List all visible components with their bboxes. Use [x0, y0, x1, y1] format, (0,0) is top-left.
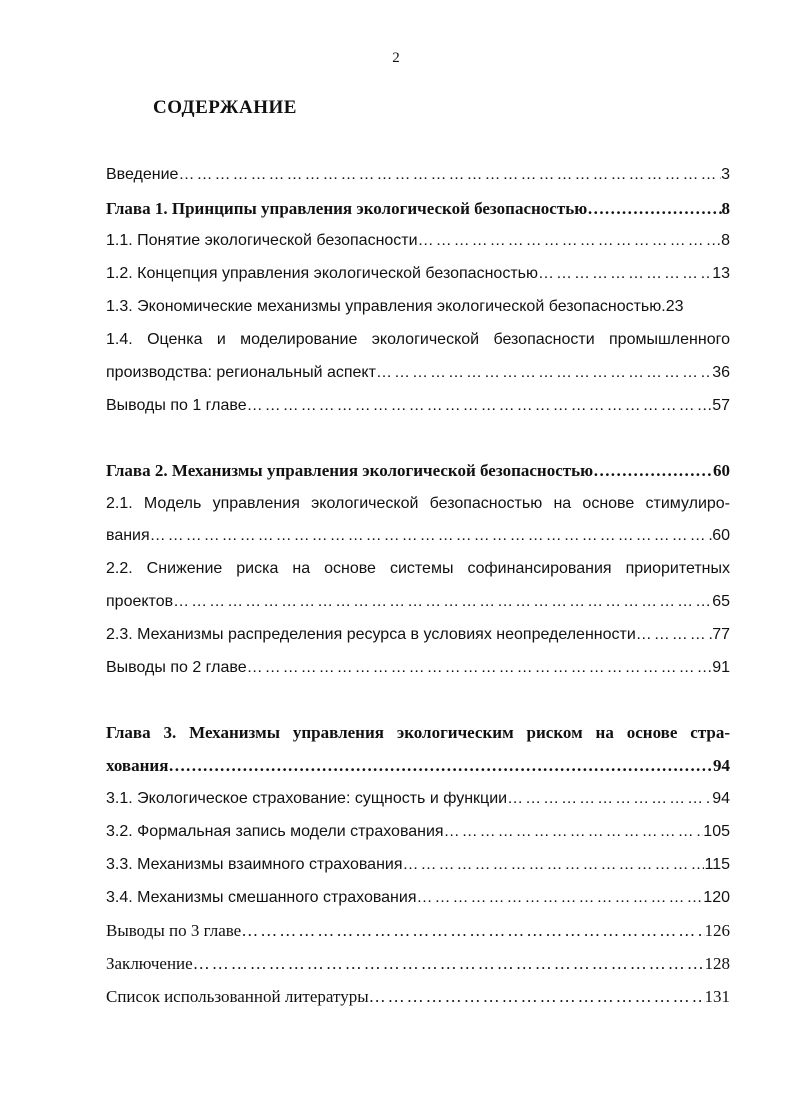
toc-entry-section-1-4-line-1[interactable]: 1.4. Оценка и моделирование экологической безопасности промышленного: [106, 331, 730, 348]
toc-entry-page: 77: [712, 626, 730, 643]
leader-dots: [173, 590, 712, 614]
toc-entry-page: 57: [712, 397, 730, 414]
toc-entry-conclusions-1[interactable]: [106, 394, 730, 418]
toc-entry-page: 60: [712, 527, 730, 544]
toc-entry-section-2-1-line-1[interactable]: 2.1. Модель управления экологической безопасностью на основе стимулиро-: [106, 495, 730, 512]
toc-entry-chapter-3-line-1[interactable]: Глава 3. Механизмы управления экологическим риском на основе стра-: [106, 723, 730, 742]
toc-entry-label: Выводы по 2 главе: [106, 659, 247, 676]
toc-entry-page: 36: [712, 364, 730, 381]
toc-entry-label: 1.2. Концепция управления экологической безопасностью: [106, 265, 538, 282]
leader-dots: [247, 394, 713, 418]
toc-entry-page: 91: [712, 659, 730, 676]
toc-entry-label: производства: региональный аспект: [106, 364, 376, 381]
toc-entry-page: 115: [704, 856, 730, 873]
toc-entry-label: 3.4. Механизмы смешанного страхования: [106, 889, 417, 906]
toc-entry-section-2-2[interactable]: [106, 590, 730, 614]
toc-entry-introduction[interactable]: [106, 163, 730, 187]
toc-entry-chapter-1[interactable]: [106, 197, 730, 221]
toc-entry-label: Список использованной литературы: [106, 987, 369, 1006]
toc-entry-label: 2.3. Механизмы распределения ресурса в условиях неопределенности: [106, 626, 636, 643]
toc-entry-page: 120: [703, 889, 730, 906]
leader-dots: [418, 229, 722, 253]
toc-entry-label: вания: [106, 527, 150, 544]
toc-entry-references[interactable]: [106, 985, 730, 1009]
toc-heading: СОДЕРЖАНИЕ: [153, 97, 297, 118]
toc-entry-chapter-3[interactable]: [106, 754, 730, 778]
toc-entry-section-3-4[interactable]: [106, 886, 730, 910]
toc-entry-section-3-2[interactable]: [106, 820, 730, 844]
toc-entry-label: проектов: [106, 593, 174, 610]
toc-entry-section-1-4[interactable]: [106, 361, 730, 385]
leader-dots: [538, 262, 712, 286]
toc-entry-page: 131: [704, 987, 730, 1006]
toc-entry-section-2-3[interactable]: [106, 623, 730, 647]
toc-entry-page: 94: [713, 756, 730, 775]
toc-entry-section-1-3[interactable]: [106, 295, 730, 319]
leader-dots: [376, 361, 712, 385]
toc-entry-section-1-2[interactable]: [106, 262, 730, 286]
toc-entry-chapter-2[interactable]: [106, 459, 730, 483]
toc-entry-section-3-3[interactable]: [106, 853, 730, 877]
toc-entry-label: 1.1. Понятие экологической безопасности: [106, 232, 418, 249]
toc-entry-page: 65: [712, 593, 730, 610]
leader-dots: [150, 524, 713, 548]
toc-entry-label: Выводы по 1 главе: [106, 397, 247, 414]
leader-dots: [587, 197, 721, 221]
toc-entry-conclusions-2[interactable]: [106, 656, 730, 680]
toc-entry-page: 94: [712, 790, 730, 807]
leader-dots: [403, 853, 705, 877]
toc-entry-conclusions-3[interactable]: [106, 919, 730, 943]
leader-dots: [369, 985, 705, 1009]
leader-dots: [444, 820, 704, 844]
leader-dots: [178, 163, 721, 187]
toc-entry-page: 3: [721, 166, 730, 183]
toc-entry-label: хования: [106, 756, 169, 775]
toc-entry-page: 13: [712, 265, 730, 282]
toc-entry-page: 8: [721, 199, 730, 218]
toc-entry-page: 128: [704, 954, 730, 973]
leader-dots: [593, 459, 713, 483]
leader-dots: [241, 919, 704, 943]
toc-entry-page: 8: [721, 232, 730, 249]
toc-entry-page: 23: [665, 298, 684, 315]
toc-entry-label: Глава 2. Механизмы управления экологической безопасностью: [106, 461, 594, 480]
toc-entry-conclusion[interactable]: [106, 952, 730, 976]
toc-entry-label: Заключение: [106, 954, 193, 973]
toc-entry-section-2-2-line-1[interactable]: 2.2. Снижение риска на основе системы софинансирования приоритетных: [106, 560, 730, 577]
toc-entry-section-2-1[interactable]: [106, 524, 730, 548]
toc-entry-page: 60: [713, 461, 730, 480]
page-number: 2: [392, 50, 400, 66]
toc-entry-label: 1.3. Экономические механизмы управления экологической безопасностью.: [106, 298, 666, 315]
leader-dots: [247, 656, 713, 680]
toc-entry-label: Глава 1. Принципы управления экологической безопасностью: [106, 199, 588, 218]
toc-entry-section-1-1[interactable]: [106, 229, 730, 253]
leader-dots: [507, 787, 712, 811]
leader-dots: [636, 623, 712, 647]
leader-dots: [417, 886, 704, 910]
toc-entry-section-3-1[interactable]: [106, 787, 730, 811]
toc-entry-label: 3.3. Механизмы взаимного страхования: [106, 856, 403, 873]
toc-entry-label: Выводы по 3 главе: [106, 921, 242, 940]
leader-dots: [168, 754, 713, 778]
toc-entry-label: Введение: [106, 166, 179, 183]
toc-entry-label: 3.1. Экологическое страхование: сущность и функции: [106, 790, 508, 807]
toc-entry-page: 126: [704, 921, 730, 940]
toc-entry-page: 105: [703, 823, 730, 840]
leader-dots: [193, 952, 705, 976]
toc-entry-label: 3.2. Формальная запись модели страхования: [106, 823, 444, 840]
